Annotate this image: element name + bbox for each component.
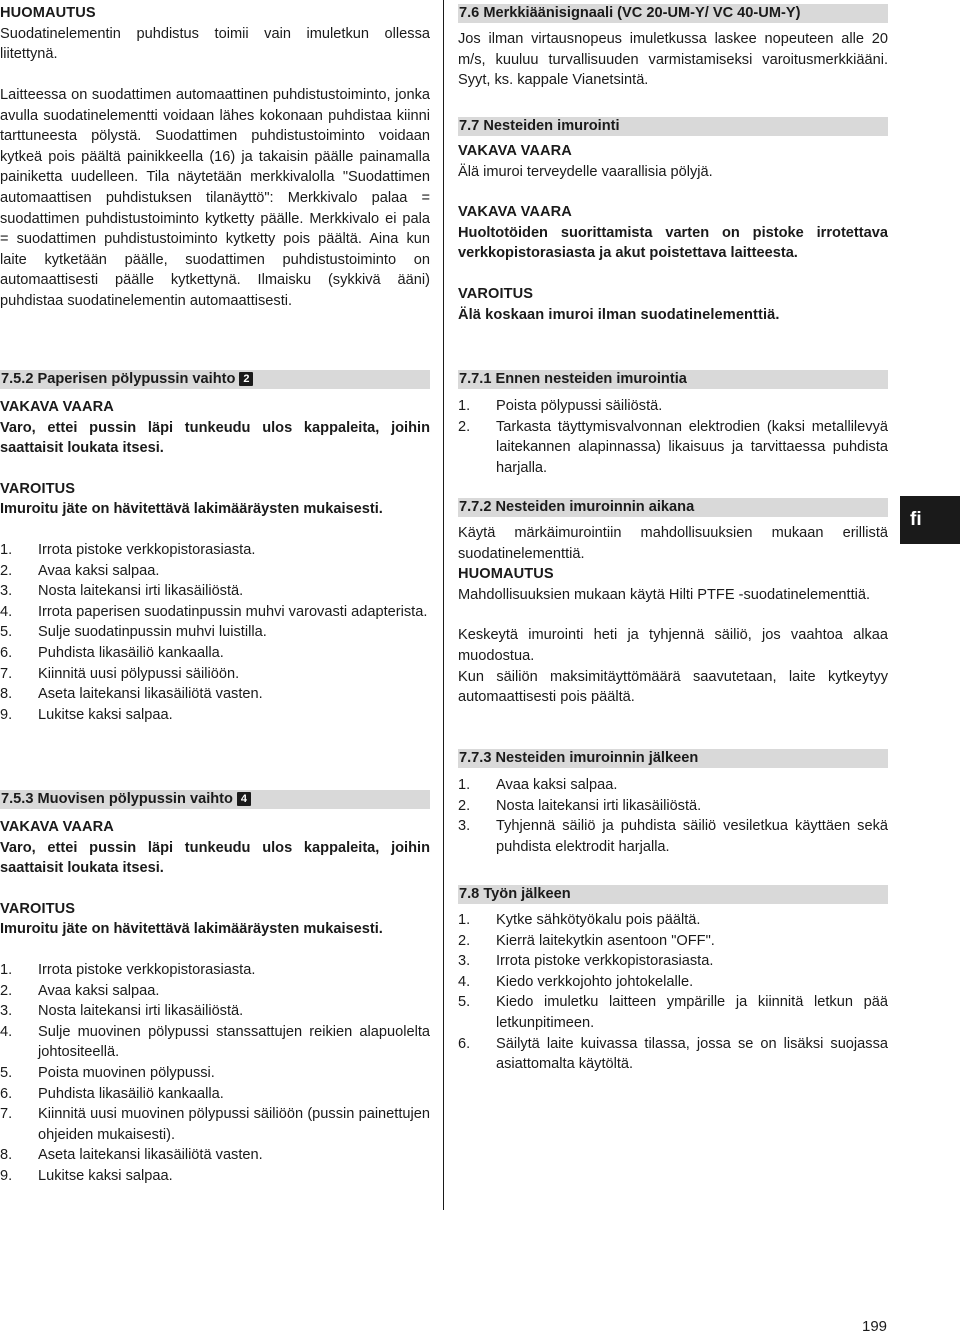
step-number: 4.	[0, 1023, 13, 1040]
step-text: Tarkasta täyttymisvalvonnan elektrodien (kaksi metallilevyä laitekannen alapinnassa) likaisuus ja tarvittaessa puhdista harjalla.	[496, 418, 888, 476]
danger-text: Varo, ettei pussin läpi tunkeudu ulos kappaleita, joihin saattaisit loukata itsesi.	[0, 839, 430, 877]
step-text: Irrota pistoke verkkopistorasiasta.	[496, 953, 714, 970]
step-number: 1.	[458, 777, 471, 793]
list-item	[0, 561, 430, 582]
note-text: Suodatinelementin puhdistus toimii vain imuletkun ollessa liitettynä.	[0, 25, 430, 63]
section-7-5-3	[0, 790, 430, 1187]
step-text: Puhdista likasäiliö kankaalla.	[38, 644, 224, 661]
note-label: HUOMAUTUS	[0, 5, 96, 21]
step-text: Lukitse kaksi salpaa.	[38, 1167, 173, 1184]
step-number: 2.	[0, 562, 13, 579]
danger-label: VAKAVA VAARA	[458, 204, 572, 221]
step-text: Nosta laitekansi irti likasäiliöstä.	[38, 1003, 244, 1020]
step-number: 2.	[458, 418, 471, 435]
filter-cleaning-paragraph	[0, 85, 430, 312]
step-text: Puhdista likasäiliö kankaalla.	[38, 1085, 224, 1102]
figure-ref-badge: 4	[237, 792, 251, 806]
step-number: 1.	[458, 398, 471, 414]
warning-label: VAROITUS	[0, 480, 76, 497]
step-text: Sulje suodatinpussin muhvi luistilla.	[38, 624, 267, 641]
list-item	[0, 540, 430, 561]
column-divider	[443, 0, 444, 1210]
section-text: Kun säiliön maksimitäyttömäärä saavutetaan, laite kytkeytyy automaattisesti pois päältä.	[458, 668, 888, 706]
step-text: Kytke sähkötyökalu pois päältä.	[496, 912, 701, 928]
note-block	[0, 3, 430, 65]
list-item	[458, 417, 888, 479]
step-number: 9.	[0, 1167, 13, 1184]
section-text: Keskeytä imurointi heti ja tyhjennä säiliö, jos vaahtoa alkaa muodostua.	[458, 627, 888, 664]
step-number: 6.	[0, 644, 13, 661]
step-number: 3.	[458, 953, 471, 970]
steps-list	[458, 910, 888, 1075]
step-text: Kiedo verkkojohto johtokelalle.	[496, 973, 694, 990]
list-item	[0, 602, 430, 623]
step-text: Kiedo imuletku laitteen ympärille ja kiinnitä letkun pää letkunpitimeen.	[496, 994, 888, 1031]
list-item	[0, 1001, 430, 1022]
section-7-6	[458, 4, 888, 91]
step-number: 3.	[0, 583, 13, 600]
step-text: Kierrä laitekytkin asentoon "OFF".	[496, 932, 715, 949]
danger-label: VAKAVA VAARA	[0, 819, 114, 835]
warning-text: Imuroitu jäte on hävitettävä lakimääräysten mukaisesti.	[0, 501, 383, 518]
list-item	[0, 960, 430, 981]
list-item	[458, 951, 888, 972]
step-text: Kiinnitä uusi pölypussi säiliöön.	[38, 665, 240, 682]
step-number: 5.	[0, 1064, 13, 1081]
step-number: 4.	[458, 973, 471, 990]
section-heading: 7.6 Merkkiäänisignaali (VC 20-UM-Y/ VC 40-UM-Y)	[458, 4, 888, 23]
list-item	[0, 705, 430, 726]
step-text: Irrota pistoke verkkopistorasiasta.	[38, 541, 256, 558]
step-number: 1.	[0, 961, 13, 978]
steps-list	[458, 396, 888, 478]
step-text: Nosta laitekansi irti likasäiliöstä.	[496, 797, 702, 814]
step-number: 3.	[0, 1003, 13, 1020]
step-text: Sulje muovinen pölypussi stanssattujen reikien alapuolelta johtositeellä.	[38, 1023, 430, 1061]
list-item	[0, 643, 430, 664]
step-text: Aseta laitekansi likasäiliötä vasten.	[38, 686, 263, 703]
section-heading	[0, 790, 430, 809]
filter-paragraph-text: Laitteessa on suodattimen automaattinen puhdistustoiminto, jonka avulla suodatinelementti voidaan lähes kokonaan puhdistaa kiinni tarttuneesta pölystä. Suodattimen puhdistustoiminto voidaan kytkeä pois päältä painikkeella (16) ja takaisin päälle painamalla painiketta uudelleen. Tila näytetään merkkivalolla "Suodattimen automaattisen puhdistuksen tilanäyttö": Merkkivalo palaa = suodattimen puhdistustoiminto kytketty päälle. Merkkivalo ei pala = suodattimen puhdistustoiminto kytketty pois päältä. Aina kun laite kytketään päälle, suodattimen puhdistustoiminto on automaattisesti päälle kytkettynä. Ilmaisku (sykkivä ääni) puhdistaa suodatinelementin automaattisesti.	[0, 87, 430, 309]
section-7-7	[458, 117, 888, 325]
list-item	[458, 1034, 888, 1075]
list-item	[458, 396, 888, 417]
danger-text: Älä imuroi terveydelle vaarallisia pölyjä.	[458, 163, 713, 180]
section-7-7-1	[458, 370, 888, 478]
steps-list	[0, 960, 430, 1187]
step-number: 1.	[0, 541, 13, 558]
list-item	[0, 1104, 430, 1145]
section-text: Käytä märkäimurointiin mahdollisuuksien mukaan erillistä suodatinelementtiä.	[458, 525, 888, 562]
list-item	[458, 972, 888, 993]
step-text: Poista pölypussi säiliöstä.	[496, 398, 663, 414]
section-title: 7.5.3 Muovisen pölypussin vaihto	[1, 791, 233, 807]
section-title: 7.5.2 Paperisen pölypussin vaihto	[1, 371, 236, 387]
section-heading: 7.8 Työn jälkeen	[458, 885, 888, 904]
step-number: 8.	[0, 686, 13, 703]
warning-text: Älä koskaan imuroi ilman suodatinelementtiä.	[458, 306, 780, 323]
page-number: 199	[862, 1318, 888, 1335]
section-heading	[0, 370, 430, 389]
list-item	[0, 1084, 430, 1105]
warning-text: Imuroitu jäte on hävitettävä lakimääräysten mukaisesti.	[0, 921, 383, 938]
step-text: Avaa kaksi salpaa.	[38, 982, 160, 999]
danger-text: Varo, ettei pussin läpi tunkeudu ulos kappaleita, joihin saattaisit loukata itsesi.	[0, 419, 430, 457]
list-item	[458, 796, 888, 817]
note-label: HUOMAUTUS	[458, 566, 554, 583]
step-number: 6.	[458, 1035, 471, 1052]
language-tab: fi	[900, 496, 960, 544]
list-item	[0, 981, 430, 1002]
danger-label: VAKAVA VAARA	[0, 399, 114, 415]
step-text: Poista muovinen pölypussi.	[38, 1064, 215, 1081]
step-number: 2.	[0, 982, 13, 999]
step-number: 2.	[458, 797, 471, 814]
list-item	[458, 992, 888, 1033]
step-number: 5.	[458, 994, 471, 1011]
section-7-7-2	[458, 498, 888, 708]
step-text: Avaa kaksi salpaa.	[496, 777, 618, 793]
step-text: Lukitse kaksi salpaa.	[38, 706, 173, 723]
step-number: 9.	[0, 706, 13, 723]
list-item	[458, 816, 888, 857]
step-number: 3.	[458, 818, 471, 835]
section-heading: 7.7.2 Nesteiden imuroinnin aikana	[458, 498, 888, 517]
list-item	[0, 684, 430, 705]
danger-label: VAKAVA VAARA	[458, 143, 572, 159]
list-item	[0, 1022, 430, 1063]
section-text: Jos ilman virtausnopeus imuletkussa laskee nopeuteen alle 20 m/s, kuuluu turvallisuuden varmistamiseksi varoitusmerkkiääni. Syyt, ks. kappale Vianetsintä.	[458, 31, 888, 89]
danger-text: Huoltotöiden suorittamista varten on pistoke irrotettava verkkopistorasiasta ja akut poistettava laitteesta.	[458, 224, 888, 262]
section-heading: 7.7.3 Nesteiden imuroinnin jälkeen	[458, 749, 888, 768]
step-text: Irrota pistoke verkkopistorasiasta.	[38, 961, 256, 978]
warning-label: VAROITUS	[458, 285, 534, 302]
warning-label: VAROITUS	[0, 900, 76, 917]
step-number: 6.	[0, 1085, 13, 1102]
list-item	[0, 1145, 430, 1166]
section-7-8	[458, 885, 888, 1075]
list-item	[0, 1063, 430, 1084]
step-text: Avaa kaksi salpaa.	[38, 562, 160, 579]
list-item	[458, 775, 888, 796]
step-number: 7.	[0, 1106, 13, 1123]
steps-list	[0, 540, 430, 725]
list-item	[0, 622, 430, 643]
step-text: Nosta laitekansi irti likasäiliöstä.	[38, 583, 244, 600]
step-text: Tyhjennä säiliö ja puhdista säiliö vesiletkua käyttäen sekä puhdista elektrodit harjalla.	[496, 818, 888, 855]
steps-list	[458, 775, 888, 857]
step-text: Irrota paperisen suodatinpussin muhvi varovasti adapterista.	[38, 603, 428, 620]
list-item	[0, 581, 430, 602]
list-item	[458, 931, 888, 952]
step-text: Kiinnitä uusi muovinen pölypussi säiliöön (pussin painettujen ohjeiden mukaisesti).	[38, 1106, 430, 1143]
figure-ref-badge: 2	[239, 372, 253, 386]
section-7-7-3	[458, 749, 888, 857]
step-number: 8.	[0, 1147, 13, 1164]
list-item	[0, 1166, 430, 1187]
step-number: 2.	[458, 932, 471, 949]
step-number: 5.	[0, 624, 13, 641]
step-text: Aseta laitekansi likasäiliötä vasten.	[38, 1147, 263, 1164]
list-item	[0, 664, 430, 685]
note-text: Mahdollisuuksien mukaan käytä Hilti PTFE -suodatinelementtiä.	[458, 586, 871, 603]
step-text: Säilytä laite kuivassa tilassa, jossa se on lisäksi suojassa asiattomalta käytöltä.	[496, 1035, 888, 1073]
step-number: 7.	[0, 665, 13, 682]
section-7-5-2	[0, 370, 430, 725]
step-number: 1.	[458, 912, 471, 928]
section-heading: 7.7.1 Ennen nesteiden imurointia	[458, 370, 888, 389]
section-heading: 7.7 Nesteiden imurointi	[458, 117, 888, 136]
list-item	[458, 910, 888, 931]
step-number: 4.	[0, 603, 13, 620]
